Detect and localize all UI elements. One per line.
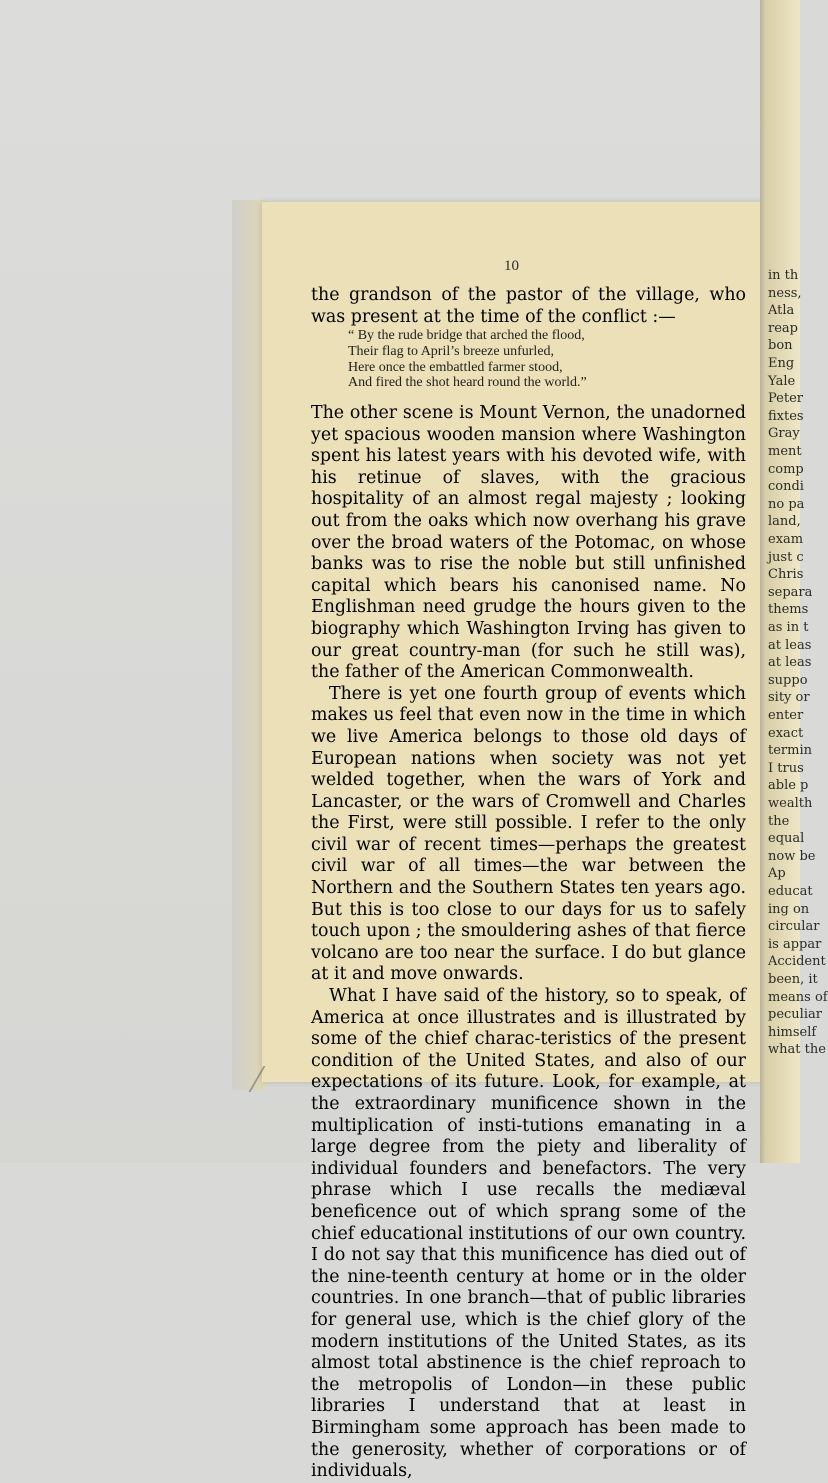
next-page-word: circular: [768, 919, 820, 935]
next-page-word: able p: [768, 778, 809, 794]
next-page-word: been, it: [768, 972, 818, 987]
next-page-word: wealth: [768, 796, 813, 811]
next-page-word: as in t: [768, 620, 809, 635]
next-page-word: suppo: [768, 672, 808, 688]
next-page-word: peculiar: [768, 1007, 822, 1023]
next-page-word: termin: [768, 743, 812, 759]
next-page-fragment: [766, 0, 828, 1163]
next-page-word: Accident: [768, 954, 826, 970]
next-page-word: Atla: [768, 303, 795, 319]
next-page-word: ment: [768, 444, 802, 459]
next-page-word: what the: [768, 1042, 826, 1058]
next-page-word: is appar: [768, 936, 822, 952]
next-page-word: himself: [768, 1024, 817, 1040]
next-page-word: in th: [768, 268, 799, 283]
next-page-word: bon: [768, 338, 793, 354]
next-page-word: just c: [768, 549, 804, 565]
poem-quote: [348, 328, 728, 391]
next-page-word: Ap: [768, 866, 786, 882]
poem-line: And fired the shot heard round the world.”: [348, 375, 587, 391]
intro-text: the grandson of the pastor of the village, who was present at the time of the conflict :—: [311, 285, 746, 327]
intro-paragraph: [311, 285, 746, 328]
next-page-word: educat: [768, 884, 813, 899]
next-page-word: separa: [768, 584, 813, 600]
next-page-word: the: [768, 813, 790, 829]
page-number: 10: [504, 258, 519, 274]
next-page-word: no pa: [768, 496, 805, 512]
next-page-word: fixtes: [768, 408, 804, 424]
poem-line: Their flag to April’s breeze unfurled,: [348, 343, 555, 359]
page-edge-shadow: [232, 200, 266, 1090]
paragraph-mount-vernon: The other scene is Mount Vernon, the unadorned yet spacious wooden mansion where Washington spent his latest years with his devoted wife, with his retinue of slaves, with the gracious hospitality of an almost regal majesty ; looking out from the oaks which now overhang his grave over the broad waters of the Potomac, on whose banks was to rise the noble but still unfinished capital which bears his canonised name. No Englishman need grudge the hours given to the biography which Washington Irving has given to our great country-man (for such he still was), the father of the American Commonwealth.: [311, 403, 746, 683]
poem-line: Here once the embattled farmer stood,: [348, 359, 563, 375]
next-page-word: condi: [768, 479, 804, 495]
next-page-word: Gray: [768, 426, 800, 442]
paragraph-civil-war: There is yet one fourth group of events which makes us feel that even now in the time in which we live America belongs to those old days of European nations when society was not yet welded together, when the wars of York and Lancaster, or the wars of Cromwell and Charles the First, were still possible. I refer to the only civil war of recent times—perhaps the greatest civil war of all times—the war between the Northern and the Southern States ten years ago. But this is too close to our days for us to safely touch upon ; the smouldering ashes of that fierce volcano are too near the surface. I do but glance at it and move onwards.: [311, 683, 746, 985]
next-page-word: ness,: [768, 285, 802, 301]
paragraph-munificence: What I have said of the history, so to speak, of America at once illustrates and is illustrated by some of the chief charac-teristics of the present condition of the United States, and also of our expectations of its future. Look, for example, at the extraordinary munificence shown in the multiplication of insti-tutions emanating in a large degree from the piety and liberality of individual founders and benefactors. The very phrase which I use recalls the mediæval beneficence out of which sprang some of the chief educational institutions of our own country. I do not say that this munificence has died out of the nine-teenth century at home or in the older countries. In one branch—that of public libraries for general use, which is the chief glory of the modern institutions of the United States, as its almost total abstinence is the chief reproach to the metropolis of London—in these public libraries I understand that at least in Birmingham some approach has been made to the generosity, whether of corporations or of individuals,: [311, 986, 746, 1482]
next-page-word: Peter: [768, 391, 803, 407]
next-page-word: exam: [768, 532, 804, 547]
next-page-word: I trus: [768, 760, 804, 776]
next-page-word: means of: [768, 989, 828, 1005]
next-page-word: land,: [768, 514, 801, 530]
next-page-word: at leas: [768, 637, 812, 653]
next-page-word: ing on: [768, 901, 810, 917]
poem-line: “ By the rude bridge that arched the flood,: [348, 328, 585, 343]
next-page-word: now be: [768, 848, 816, 864]
next-page-word: equal: [768, 831, 805, 847]
next-page-word: at leas: [768, 655, 812, 671]
next-page-word: Yale: [768, 373, 796, 389]
next-page-word: reap: [768, 320, 798, 336]
next-page-word: Eng: [768, 356, 795, 371]
next-page-word: sity or: [768, 690, 810, 706]
next-page-word: comp: [768, 461, 804, 477]
next-page-word: thems: [768, 602, 809, 618]
body-text: [311, 403, 746, 1483]
next-page-word: enter: [768, 708, 804, 723]
next-page-word: exact: [768, 725, 804, 741]
next-page-word: Chris: [768, 567, 804, 583]
